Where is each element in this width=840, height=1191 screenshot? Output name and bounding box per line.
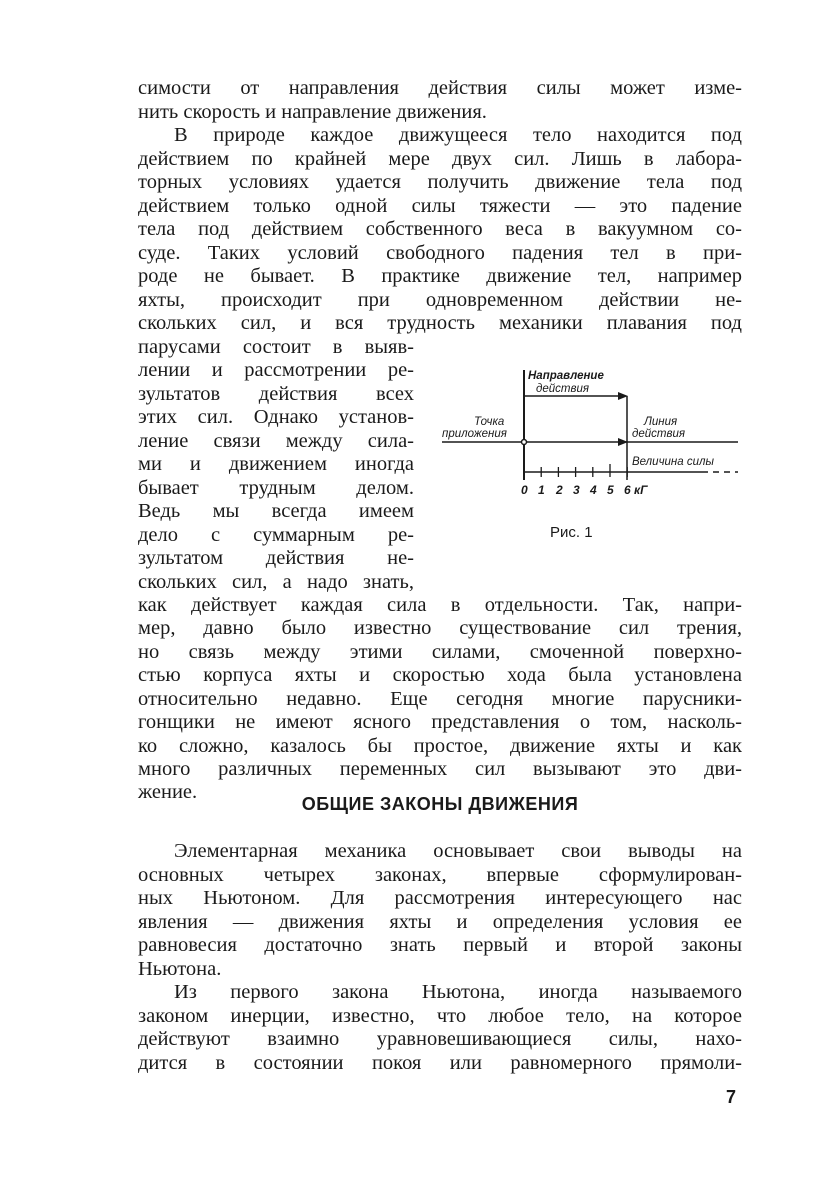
page-number: 7 xyxy=(726,1087,737,1107)
text-line: действием по крайней мере двух сил. Лишь в лабора- xyxy=(138,148,742,170)
text-line: законом инерции, известно, что любое тело, на которое xyxy=(138,1005,742,1027)
tick-label: 3 xyxy=(573,483,580,497)
text-line: действием только одной силы тяжести — это падение xyxy=(138,195,742,217)
text-line: ми и движением иногда xyxy=(138,453,414,475)
text-line: зультатов действия всех xyxy=(138,383,414,405)
text-line: В природе каждое движущееся тело находится под xyxy=(174,124,742,146)
text-line: бывает трудным делом. xyxy=(138,477,414,499)
label-direction-line2: действия xyxy=(536,383,590,395)
text-line: этих сил. Однако установ- xyxy=(138,406,414,428)
text-line: мер, давно было известно существование сил трения, xyxy=(138,617,742,639)
text-line: дело с суммарным ре- xyxy=(138,524,414,546)
text-line: торных условиях удается получить движение тела под xyxy=(138,171,742,193)
text-line: как действует каждая сила в отдельности. Так, напри- xyxy=(138,594,742,616)
tick-label: 6 кГ xyxy=(624,483,648,497)
text-line: равновесия достаточно знать первый и второй законы xyxy=(138,934,742,956)
label-direction-line1: Направление xyxy=(528,370,604,382)
scale-ticks xyxy=(524,464,627,477)
text-line: тела под действием собственного веса в вакуумном со- xyxy=(138,218,742,240)
application-point xyxy=(522,440,527,445)
text-line: гонщики не имеют ясного представления о том, насколь- xyxy=(138,711,742,733)
tick-label: 5 xyxy=(607,483,614,497)
text-line: основных четырех законах, впервые сформулирован- xyxy=(138,864,742,886)
text-line: яхты, происходит при одновременном действии не- xyxy=(138,289,742,311)
label-point-line1: Точка xyxy=(474,416,505,428)
tick-label: 2 xyxy=(556,483,563,497)
text-line: много различных переменных сил вызывают это дви- xyxy=(138,758,742,780)
label-line-line1: Линия xyxy=(644,416,678,428)
text-line: Ведь мы всегда имеем xyxy=(138,500,414,522)
text-line: зультатом действия не- xyxy=(138,547,414,569)
text-line: симости от направления действия силы может изме- xyxy=(138,77,742,99)
label-line-line2: действия xyxy=(632,428,686,440)
text-line: ление связи между сила- xyxy=(138,430,414,452)
text-line: лении и рассмотрении ре- xyxy=(138,359,414,381)
figure-caption: Рис. 1 xyxy=(550,524,593,541)
tick-label: 1 xyxy=(538,483,545,497)
text-line: Из первого закона Ньютона, иногда называемого xyxy=(174,981,742,1003)
text-line: действуют взаимно уравновешивающиеся силы, нахо- xyxy=(138,1028,742,1050)
text-line: роде не бывает. В практике движение тел, например xyxy=(138,265,742,287)
text-line: нить скорость и направление движения. xyxy=(138,101,487,123)
text-line: относительно недавно. Еще сегодня многие парусники- xyxy=(138,688,742,710)
label-magnitude: Величина силы xyxy=(632,456,714,468)
section-heading: ОБЩИЕ ЗАКОНЫ ДВИЖЕНИЯ xyxy=(301,794,579,814)
text-line: ко сложно, казалось бы простое, движение яхты и как xyxy=(138,735,742,757)
text-line: явления — движения яхты и определения условия ее xyxy=(138,911,742,933)
text-line: стью корпуса яхты и скоростью хода была установлена xyxy=(138,664,742,686)
text-line: ных Ньютоном. Для рассмотрения интересующего нас xyxy=(138,887,742,909)
tick-label: 4 xyxy=(590,483,597,497)
text-line: суде. Таких условий свободного падения тел в при- xyxy=(138,242,742,264)
text-line: Ньютона. xyxy=(138,958,222,980)
text-line: но связь между этими силами, смоченной поверхно- xyxy=(138,641,742,663)
text-line: Элементарная механика основывает свои выводы на xyxy=(174,840,742,862)
text-line: жение. xyxy=(138,781,198,803)
text-line: скольких сил, а надо знать, xyxy=(138,571,414,593)
figure-force-diagram xyxy=(438,364,748,564)
tick-label: 0 xyxy=(521,483,528,497)
text-line: дится в состоянии покоя или равномерного прямоли- xyxy=(138,1052,742,1074)
text-line: парусами состоит в выяв- xyxy=(138,336,414,358)
label-point-line2: приложения xyxy=(442,428,507,440)
text-line: скольких сил, и вся трудность механики плавания под xyxy=(138,312,742,334)
